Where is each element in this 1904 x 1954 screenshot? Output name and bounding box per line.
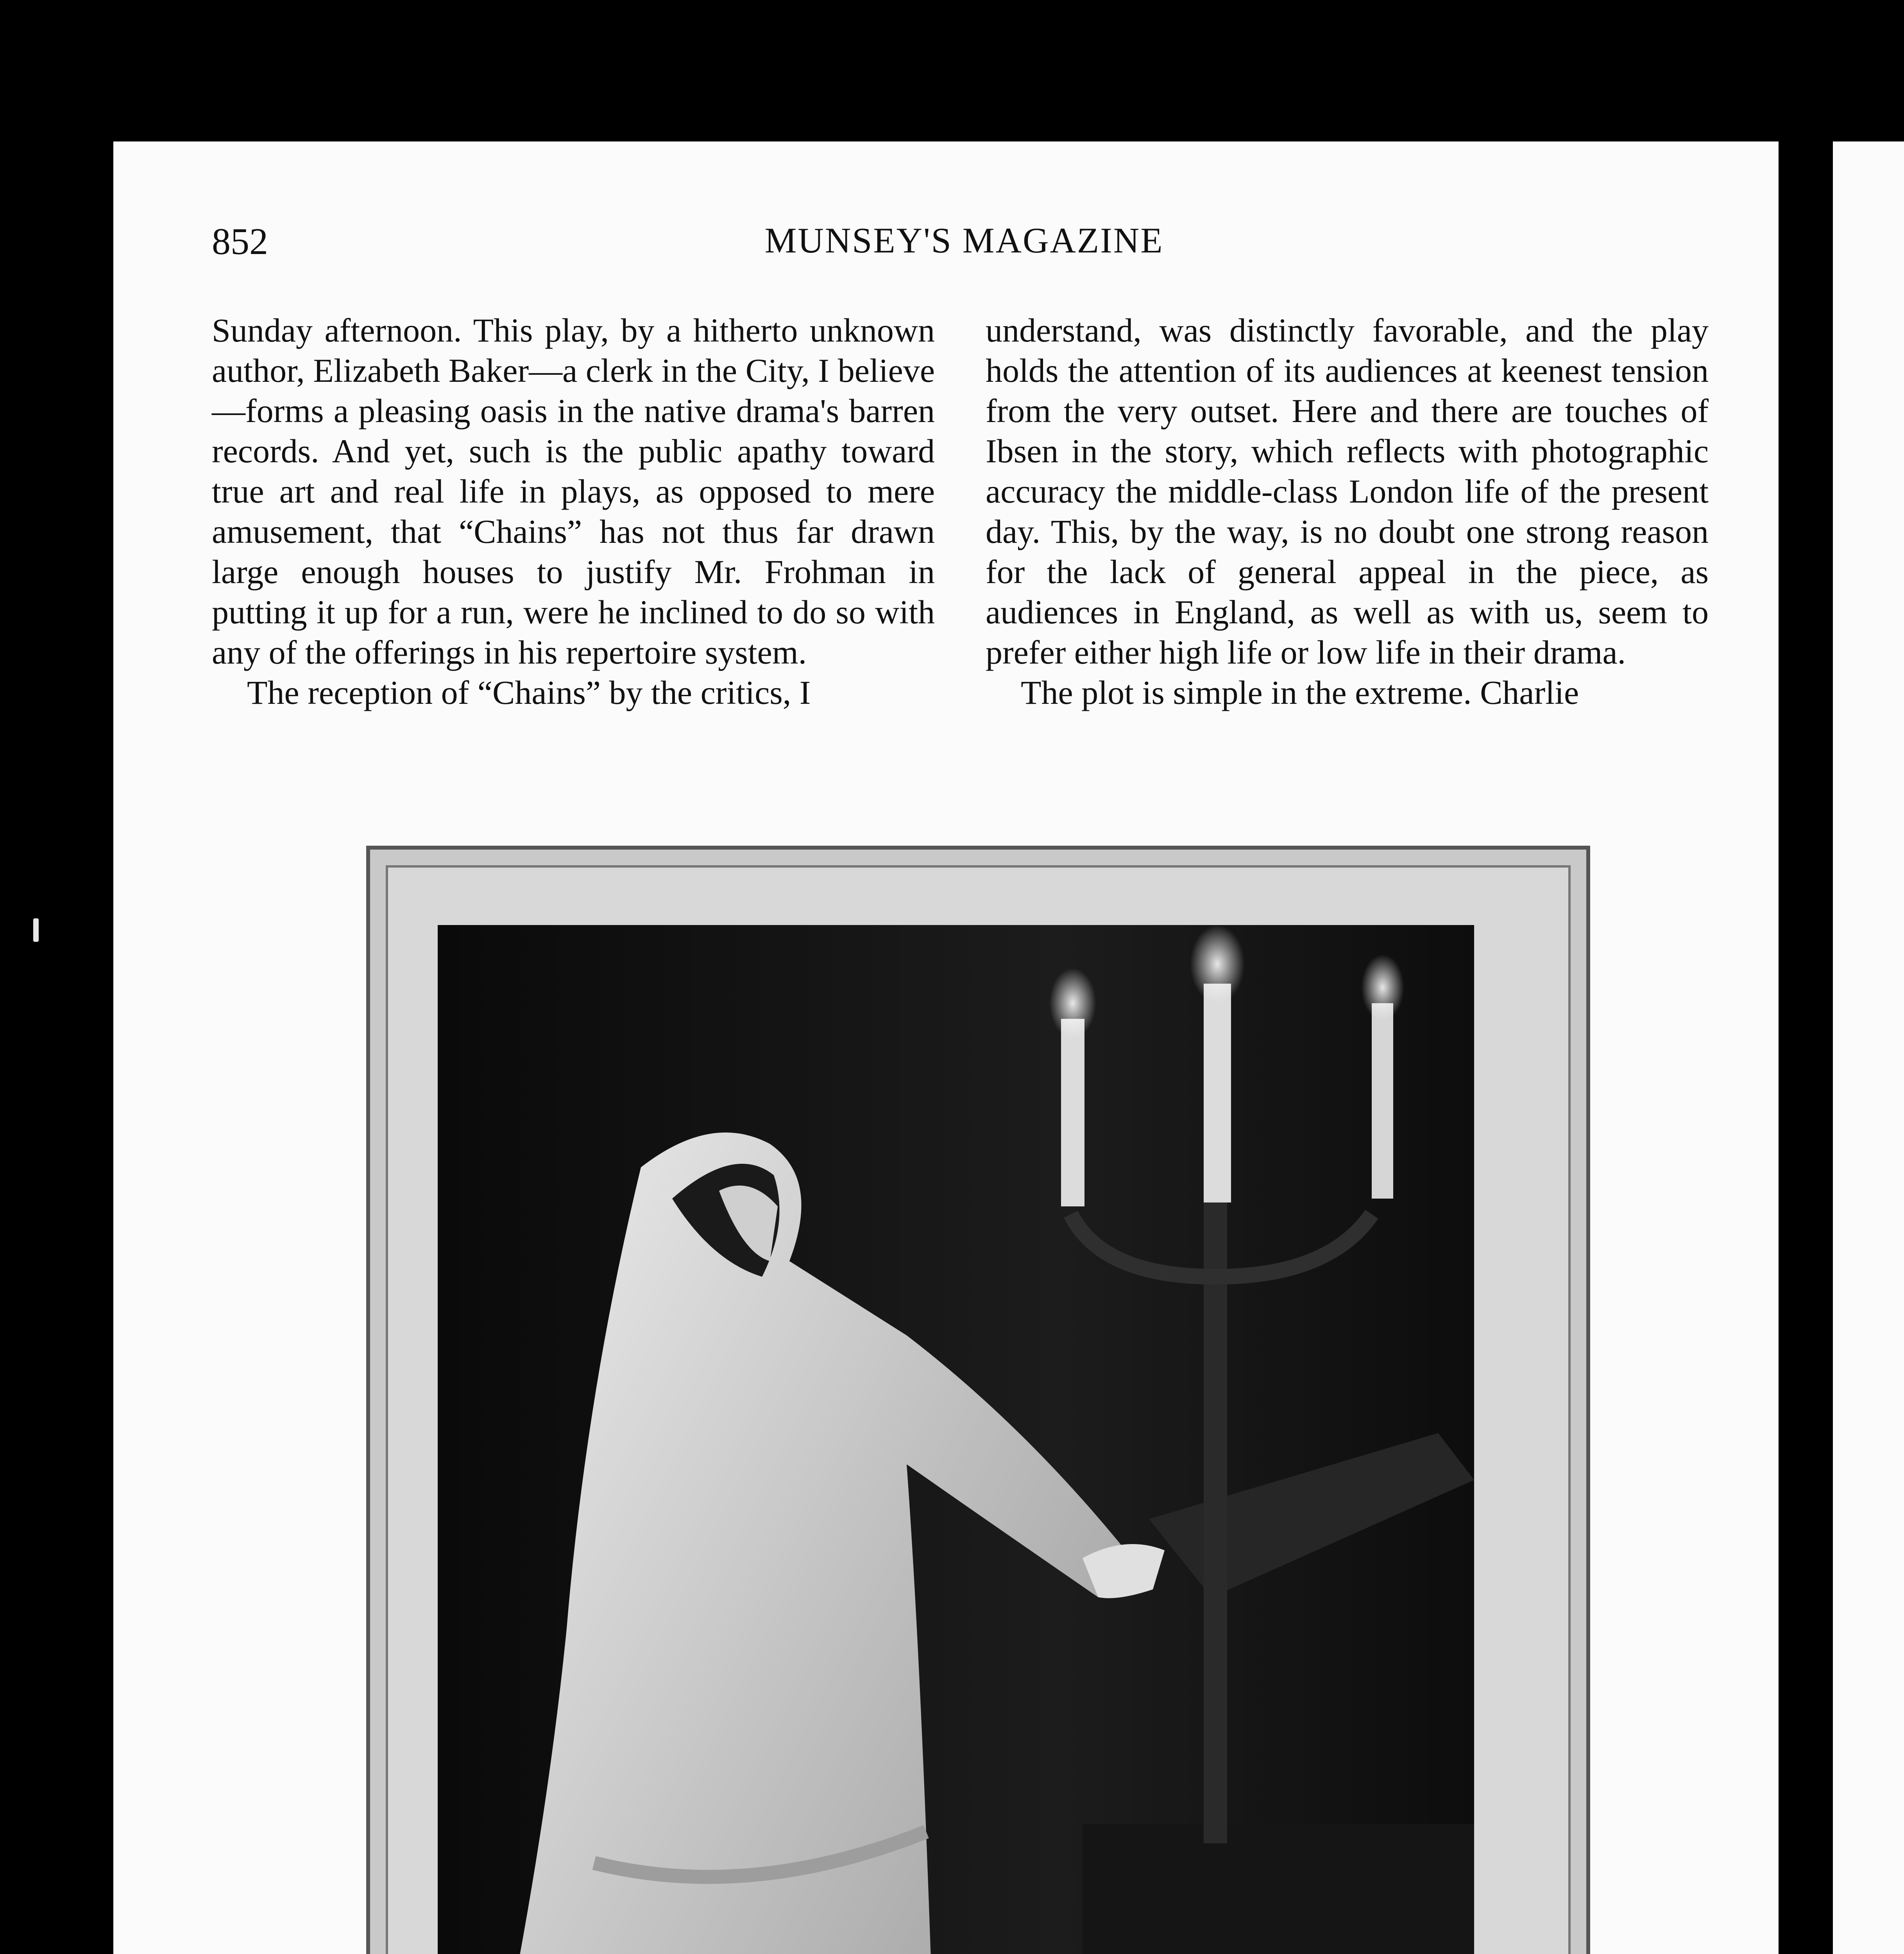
prie-dieu	[1083, 1824, 1474, 1954]
page-number: 852	[212, 220, 268, 262]
adjacent-page-edge	[1833, 141, 1904, 1954]
article-column-left	[212, 310, 935, 713]
portrait-photograph	[438, 925, 1474, 1954]
page-header	[212, 220, 1716, 267]
scan-speck	[33, 918, 39, 942]
article-column-right	[986, 310, 1709, 713]
portrait-illustration	[438, 925, 1474, 1954]
paragraph: Sunday afternoon. This play, by a hitherto unknown author, Elizabeth Baker—a clerk in the City, I believe—forms a pleasing oasis in the native drama's barren records. And yet, such is the public apathy toward true art and real life in plays, as opposed to mere amusement, that “Chains” has not thus far drawn large enough houses to justify Mr. Frohman in putting it up for a run, were he inclined to do so with any of the offerings in his repertoire system.	[212, 311, 935, 671]
paragraph: understand, was distinctly favorable, and the play holds the attention of its audiences at keenest tension from the very outset. Here and there are touches of Ibsen in the story, which reflects with photographic accuracy the middle-class London life of the present day. This, by the way, is no doubt one strong reason for the lack of general appeal in the piece, as audiences in England, as well as with us, seem to prefer either high life or low life in their drama.	[986, 311, 1709, 671]
paragraph: The plot is simple in the extreme. Charlie	[1021, 674, 1579, 711]
running-title: MUNSEY'S MAGAZINE	[764, 220, 1164, 260]
magazine-page	[113, 141, 1779, 1954]
paragraph: The reception of “Chains” by the critics, I	[247, 674, 811, 711]
